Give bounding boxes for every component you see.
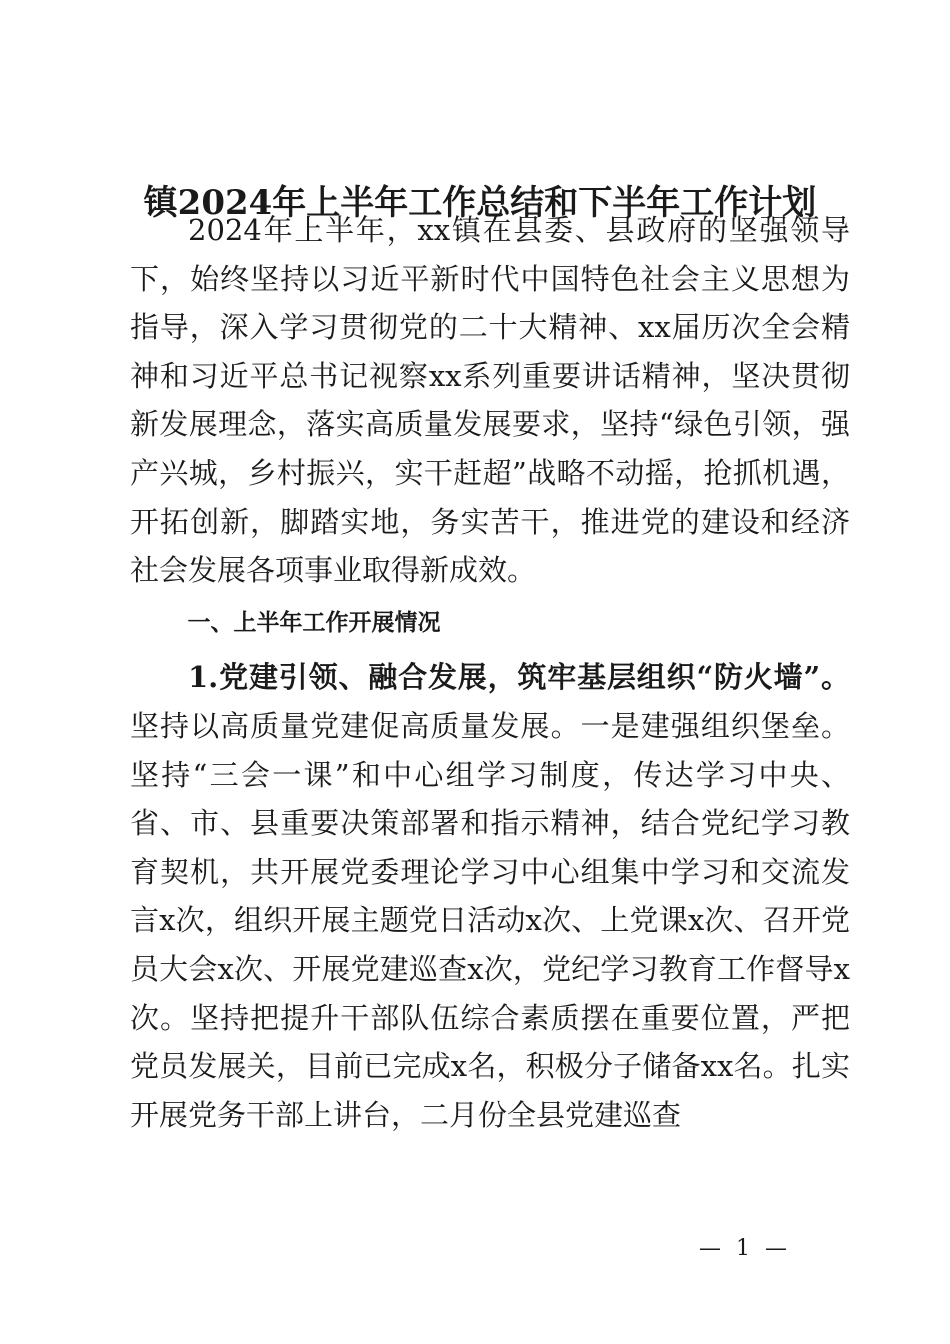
document-title: 镇2024年上半年工作总结和下半年工作计划 [143,183,817,223]
section-heading: 一、上半年工作开展情况 [187,609,441,636]
item-heading: 1.党建引领、融合发展，筑牢基层组织“防火墙”。 [188,660,850,695]
item-body: 坚持以高质量党建促高质量发展。一是建强组织堡垒。坚持“三会一课”和中心组学习制度，传达学习中央、省、市、县重要决策部署和指示精神，结合党纪学习教育契机，共开展党委理论学习中心组集中学习和交流发言x次，组织开展主题党日活动x次、上党课x次、召开党员大会x次、开展党建巡查x次，党纪学习教育工作督导x次。坚持把提升干部队伍综合素质摆在重要位置，严把党员发展关，目前已完成x名，积极分子储备xx名。扎实开展党务干部上讲台，二月份全县党建巡查 [130,708,850,1132]
item-paragraph [130,653,850,1139]
document-body [130,206,850,1139]
intro-paragraph: 2024年上半年，xx镇在县委、县政府的坚强领导下，始终坚持以习近平新时代中国特色社会主义思想为指导，深入学习贯彻党的二十大精神、xx届历次全会精神和习近平总书记视察xx系列重要讲话精神，坚决贯彻新发展理念，落实高质量发展要求，坚持“绿色引领，强产兴城，乡村振兴，实干赶超”战略不动摇，抢抓机遇，开拓创新，脚踏实地，务实苦干，推进党的建设和经济社会发展各项事业取得新成效。 [130,213,850,588]
page-number: — 1 — [699,1236,791,1261]
